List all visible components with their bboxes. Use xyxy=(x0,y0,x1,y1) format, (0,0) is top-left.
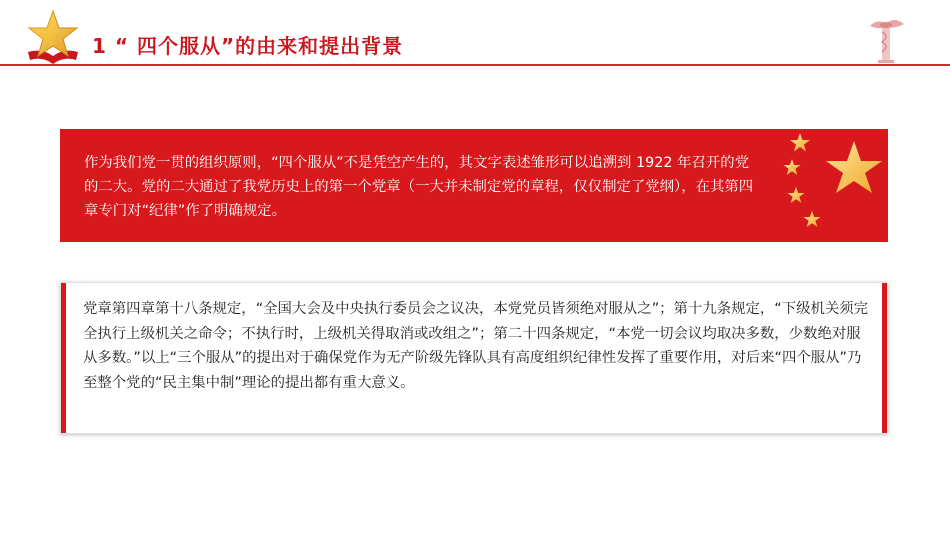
star-emblem-icon xyxy=(22,8,84,66)
gold-stars-icon xyxy=(772,129,888,242)
panel-left-accent xyxy=(61,283,66,433)
huabiao-pillar-icon xyxy=(864,12,910,64)
panel-right-accent xyxy=(882,283,887,433)
page-title: 1 “ 四个服从”的由来和提出背景 xyxy=(92,34,404,58)
intro-panel xyxy=(60,129,888,242)
slide-header xyxy=(0,0,950,70)
regulation-paragraph: 党章第四章第十八条规定，“全国大会及中央执行委员会之议决，本党党员皆须绝对服从之”；第十九条规定，“下级机关须完全执行上级机关之命令；不执行时，上级机关得取消或改组之”；第二十四条规定，“本党一切会议均取决多数，少数绝对服从多数。”以上“三个服从”的提出对于确保党作为无产阶级先锋队具有高度组织纪律性发挥了重要作用，对后来“四个服从”乃至整个党的“民主集中制”理论的提出都有重大意义。 xyxy=(83,301,869,391)
regulation-panel xyxy=(60,282,888,434)
header-divider xyxy=(0,64,950,66)
intro-paragraph: 作为我们党一贯的组织原则，“四个服从”不是凭空产生的，其文字表述雏形可以追溯到 1922 年召开的党的二大。党的二大通过了我党历史上的第一个党章（一大并未制定党的章程，仅仅制定了党纲），在其第四章专门对“纪律”作了明确规定。 xyxy=(84,155,754,219)
